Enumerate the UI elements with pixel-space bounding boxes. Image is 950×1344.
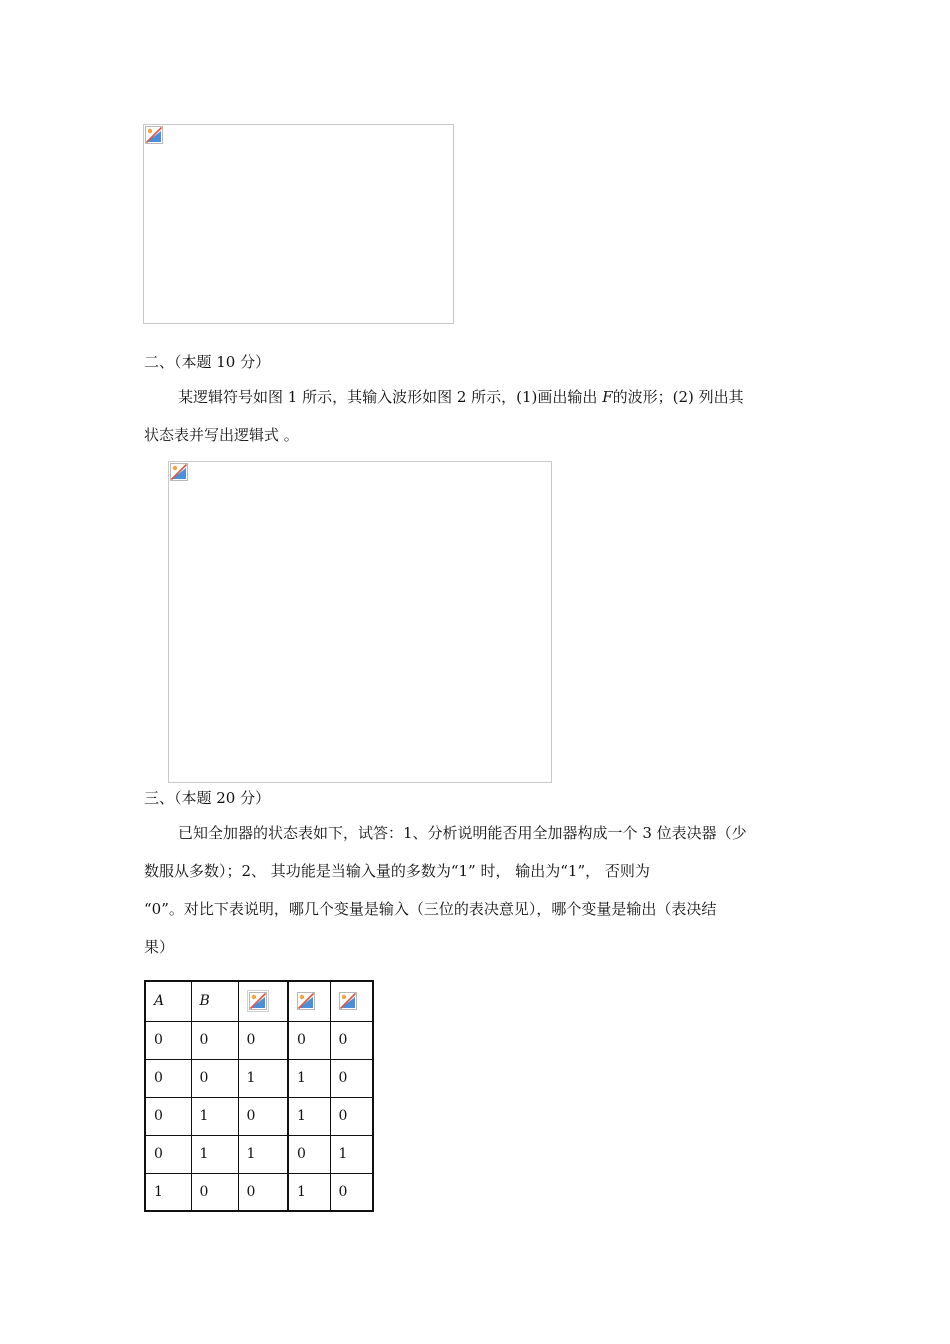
cell: 0 bbox=[145, 1021, 191, 1059]
table-row bbox=[145, 1173, 373, 1211]
table-row bbox=[145, 1021, 373, 1059]
broken-image-icon bbox=[145, 126, 163, 144]
cell: 0 bbox=[330, 1173, 373, 1211]
broken-image-icon bbox=[170, 463, 188, 481]
q3-line-1: 已知全加器的状态表如下，试答：1、分析说明能否用全加器构成一个 3 位表决器（少 bbox=[178, 824, 747, 842]
q3-body bbox=[144, 814, 806, 966]
q2-line-2: 状态表并写出逻辑式 。 bbox=[144, 426, 299, 444]
cell: 0 bbox=[191, 1059, 238, 1097]
table-row bbox=[145, 1059, 373, 1097]
header-image-4 bbox=[288, 981, 330, 1021]
cell: 0 bbox=[191, 1173, 238, 1211]
cell: 0 bbox=[288, 1021, 330, 1059]
cell: 0 bbox=[145, 1135, 191, 1173]
cell: 0 bbox=[191, 1021, 238, 1059]
q3-line-3: “0”。对比下表说明，哪几个变量是输入（三位的表决意见），哪个变量是输出（表决结 bbox=[144, 900, 717, 918]
q3-heading: 三、（本题 20 分） bbox=[144, 789, 271, 807]
figure-2-placeholder bbox=[168, 461, 552, 783]
broken-image-icon bbox=[339, 992, 357, 1010]
figure-top-placeholder bbox=[143, 124, 454, 324]
q3-line-2: 数服从多数）；2、 其功能是当输入量的多数为“1” 时， 输出为“1”， 否则为 bbox=[144, 862, 650, 880]
q2-line-1: 某逻辑符号如图 1 所示，其输入波形如图 2 所示，(1)画出输出 F的波形；(2) 列出其 bbox=[178, 388, 744, 406]
table-row bbox=[145, 1097, 373, 1135]
broken-image-icon bbox=[249, 992, 267, 1010]
broken-image-icon bbox=[297, 992, 315, 1010]
cell: 1 bbox=[238, 1135, 288, 1173]
cell: 1 bbox=[145, 1173, 191, 1211]
cell: 1 bbox=[288, 1173, 330, 1211]
q2-var-f: F bbox=[602, 388, 613, 406]
cell: 0 bbox=[330, 1097, 373, 1135]
cell: 0 bbox=[145, 1059, 191, 1097]
cell: 0 bbox=[238, 1173, 288, 1211]
q3-line-4: 果） bbox=[144, 938, 175, 956]
header-image-5 bbox=[330, 981, 373, 1021]
cell: 1 bbox=[288, 1059, 330, 1097]
full-adder-state-table bbox=[144, 980, 374, 1212]
header-b: B bbox=[191, 981, 238, 1021]
cell: 1 bbox=[330, 1135, 373, 1173]
q2-heading: 二、（本题 10 分） bbox=[144, 353, 271, 371]
cell: 1 bbox=[191, 1135, 238, 1173]
cell: 0 bbox=[238, 1097, 288, 1135]
header-a: A bbox=[145, 981, 191, 1021]
q2-body bbox=[144, 378, 806, 454]
cell: 0 bbox=[330, 1021, 373, 1059]
cell: 0 bbox=[238, 1021, 288, 1059]
cell: 1 bbox=[191, 1097, 238, 1135]
table-row bbox=[145, 1135, 373, 1173]
cell: 0 bbox=[145, 1097, 191, 1135]
cell: 0 bbox=[288, 1135, 330, 1173]
table-header-row bbox=[145, 981, 373, 1021]
cell: 1 bbox=[238, 1059, 288, 1097]
cell: 1 bbox=[288, 1097, 330, 1135]
cell: 0 bbox=[330, 1059, 373, 1097]
header-image-3 bbox=[238, 981, 288, 1021]
